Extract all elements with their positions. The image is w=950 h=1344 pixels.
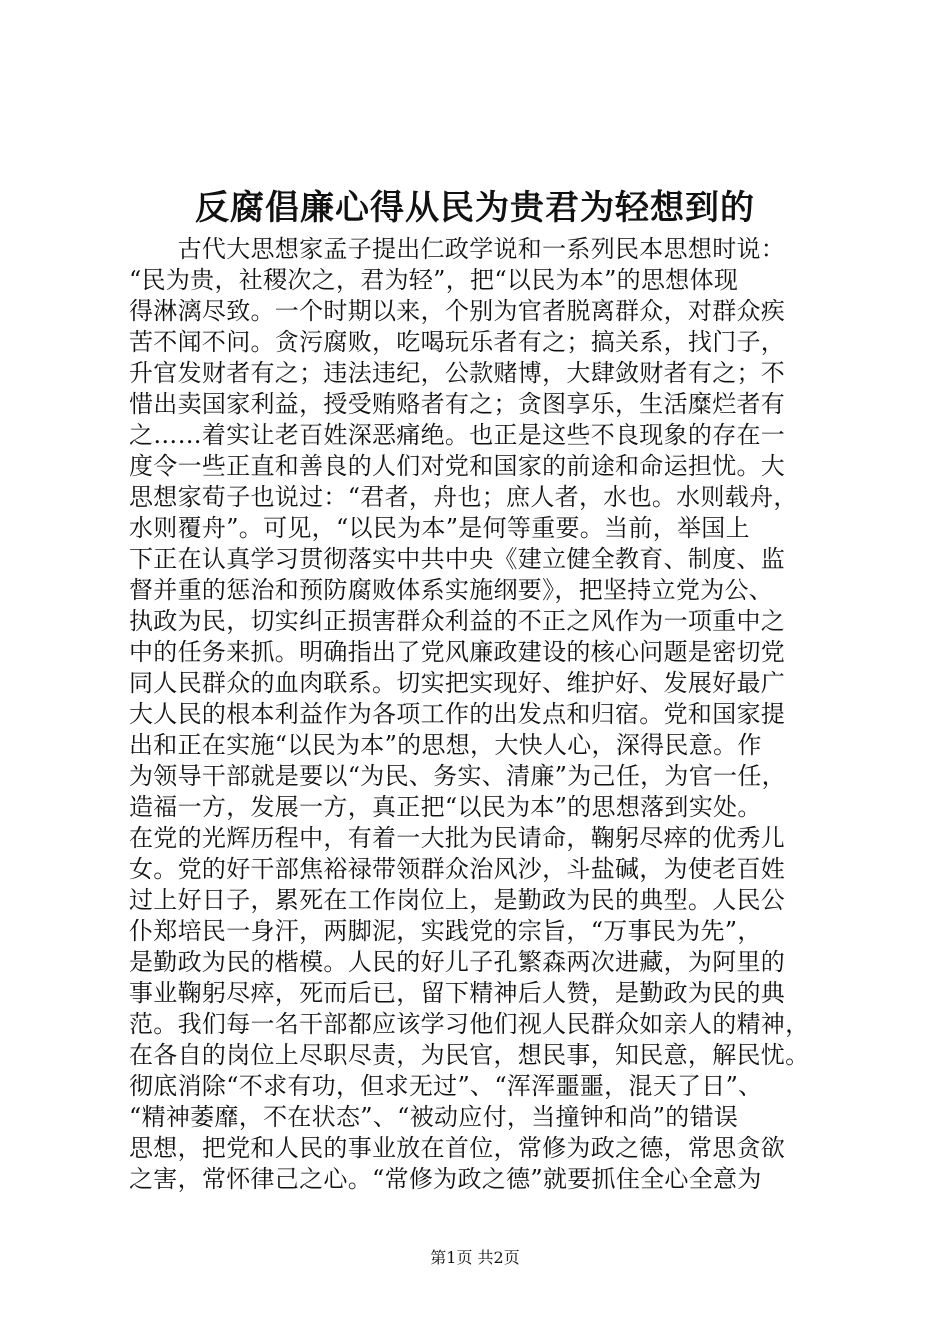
body-line: 在各自的岗位上尽职尽责，为民官，想民事，知民意，解民忧。 bbox=[129, 1041, 810, 1069]
body-line: 在党的光辉历程中，有着一大批为民请命，鞠躬尽瘁的优秀儿 bbox=[129, 824, 786, 852]
body-line: 得淋漓尽致。一个时期以来，个别为官者脱离群众，对群众疾 bbox=[129, 297, 786, 325]
body-line: 女。党的好干部焦裕禄带领群众治风沙，斗盐碱，为使老百姓 bbox=[129, 855, 786, 883]
document-body bbox=[129, 234, 829, 1195]
body-line: 仆郑培民一身汗，两脚泥，实践党的宗旨，“万事民为先”， bbox=[129, 917, 762, 945]
body-line: 是勤政为民的楷模。人民的好儿子孔繁森两次进藏，为阿里的 bbox=[129, 948, 786, 976]
body-line: 古代大思想家孟子提出仁政学说和一系列民本思想时说： bbox=[129, 235, 786, 263]
body-line: 中的任务来抓。明确指出了党风廉政建设的核心问题是密切党 bbox=[129, 638, 786, 666]
body-line: 同人民群众的血肉联系。切实把实现好、维护好、发展好最广 bbox=[129, 669, 786, 697]
body-line: 督并重的惩治和预防腐败体系实施纲要》，把坚持立党为公、 bbox=[129, 576, 774, 604]
body-line: “精神萎靡，不在状态”、“被动应付，当撞钟和尚”的错误 bbox=[129, 1103, 739, 1131]
body-line: 造福一方，发展一方，真正把“以民为本”的思想落到实处。 bbox=[129, 793, 762, 821]
body-line: 下正在认真学习贯彻落实中共中央《建立健全教育、制度、监 bbox=[129, 545, 786, 573]
body-line: 彻底消除“不求有功，但求无过”、“浑浑噩噩，混天了日”、 bbox=[129, 1072, 763, 1100]
body-line: 苦不闻不问。贪污腐败，吃喝玩乐者有之；搞关系，找门子， bbox=[129, 328, 786, 356]
body-line: 之害，常怀律己之心。“常修为政之德”就要抓住全心全意为 bbox=[129, 1165, 762, 1193]
body-line: 思想家荀子也说过：“君者，舟也；庶人者，水也。水则载舟， bbox=[129, 483, 798, 511]
body-line: 范。我们每一名干部都应该学习他们视人民群众如亲人的精神， bbox=[129, 1010, 810, 1038]
body-line: 出和正在实施“以民为本”的思想，大快人心，深得民意。作 bbox=[129, 731, 762, 759]
body-line: 度令一些正直和善良的人们对党和国家的前途和命运担忧。大 bbox=[129, 452, 786, 480]
body-line: 为领导干部就是要以“为民、务实、清廉”为己任，为官一任， bbox=[129, 762, 786, 790]
page-footer: 第1页 共2页 bbox=[430, 1248, 520, 1267]
body-line: 过上好日子，累死在工作岗位上，是勤政为民的典型。人民公 bbox=[129, 886, 786, 914]
body-line: 升官发财者有之；违法违纪，公款赌博，大肆敛财者有之；不 bbox=[129, 359, 786, 387]
body-line: “民为贵，社稷次之，君为轻”，把“以民为本”的思想体现 bbox=[129, 266, 739, 294]
body-line: 事业鞠躬尽瘁，死而后已，留下精神后人赞，是勤政为民的典 bbox=[129, 979, 786, 1007]
body-line: 之……着实让老百姓深恶痛绝。也正是这些不良现象的存在一 bbox=[129, 421, 786, 449]
body-line: 执政为民，切实纠正损害群众利益的不正之风作为一项重中之 bbox=[129, 607, 786, 635]
body-line: 惜出卖国家利益，授受贿赂者有之；贪图享乐，生活糜烂者有 bbox=[129, 390, 786, 418]
document-title: 反腐倡廉心得从民为贵君为轻想到的 bbox=[195, 188, 755, 228]
body-line: 水则覆舟”。可见，“以民为本”是何等重要。当前，举国上 bbox=[129, 514, 750, 542]
body-line: 大人民的根本利益作为各项工作的出发点和归宿。党和国家提 bbox=[129, 700, 786, 728]
body-line: 思想，把党和人民的事业放在首位，常修为政之德，常思贪欲 bbox=[129, 1134, 786, 1162]
